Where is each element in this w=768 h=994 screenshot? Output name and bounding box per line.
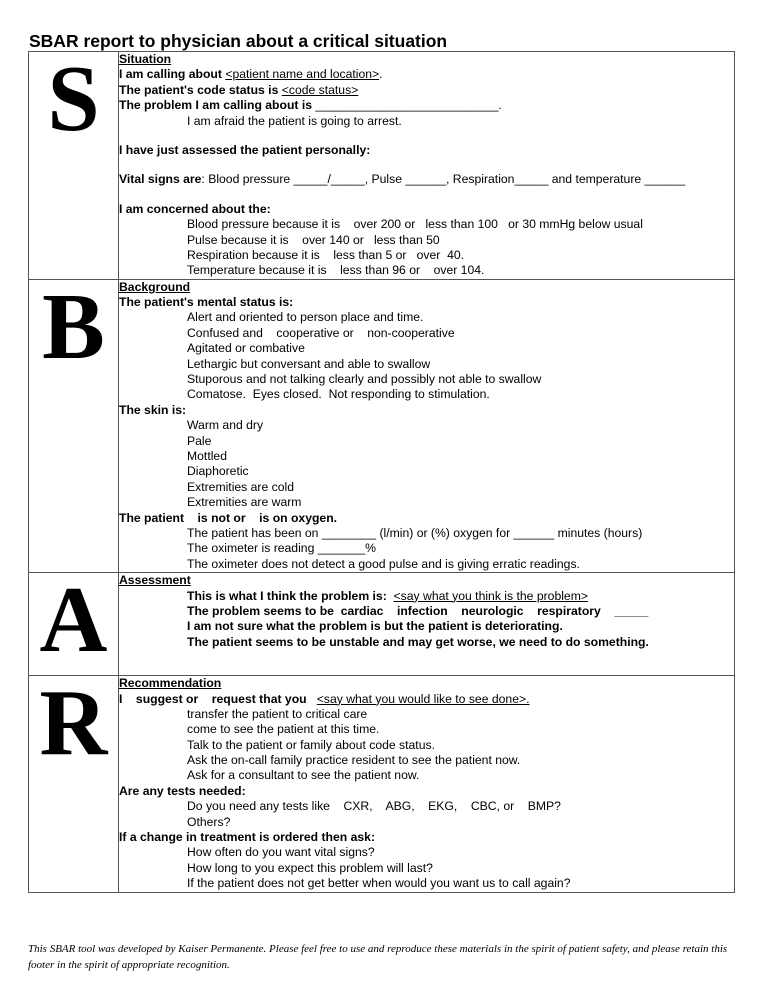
oxygen-item: The patient has been on ________ (l/min) or (%) oxygen for ______ minutes (hours) bbox=[187, 525, 643, 540]
suggestion-item: Talk to the patient or family about code status. bbox=[187, 737, 435, 752]
vitals-line bbox=[119, 172, 734, 187]
patient-name-placeholder: <patient name and location> bbox=[225, 67, 380, 82]
page-title: SBAR report to physician about a critical situation bbox=[29, 31, 448, 51]
problem-label: The problem I am calling about is bbox=[119, 98, 316, 113]
situation-row bbox=[29, 52, 735, 280]
assessment-content bbox=[119, 573, 735, 676]
skin-item: Warm and dry bbox=[187, 418, 264, 433]
skin-item: Extremities are warm bbox=[187, 495, 302, 510]
suggest-label: I suggest or request that you bbox=[119, 691, 317, 706]
tests-item: Others? bbox=[187, 814, 231, 829]
oxygen-item: The oximeter does not detect a good pulse and is giving erratic readings. bbox=[187, 556, 580, 571]
assessment-line: The patient seems to be unstable and may get worse, we need to do something. bbox=[187, 634, 649, 649]
mental-status-item: Agitated or combative bbox=[187, 341, 305, 356]
oxygen-label: The patient is not or is on oxygen. bbox=[119, 510, 338, 525]
concern-item: Blood pressure because it is over 200 or less than 100 or 30 mmHg below usual bbox=[187, 217, 643, 232]
situation-letter: S bbox=[29, 52, 119, 280]
concern-item: Pulse because it is over 140 or less than 50 bbox=[187, 232, 440, 247]
vitals-text: : Blood pressure _____/_____, Pulse ______, Respiration_____ and temperature ______ bbox=[201, 172, 686, 187]
concern-item: Temperature because it is less than 96 or over 104. bbox=[187, 263, 485, 278]
mental-status-item: Lethargic but conversant and able to swallow bbox=[187, 356, 431, 371]
vitals-label: Vital signs are bbox=[119, 172, 202, 187]
background-letter: B bbox=[29, 279, 119, 572]
change-item: How often do you want vital signs? bbox=[187, 845, 375, 860]
recommendation-letter: R bbox=[29, 676, 119, 892]
skin-item: Diaphoretic bbox=[187, 464, 249, 479]
background-row bbox=[29, 279, 735, 572]
code-status-placeholder: <code status> bbox=[281, 82, 359, 97]
oxygen-item: The oximeter is reading _______% bbox=[187, 541, 377, 556]
assessed-line: I have just assessed the patient personally: bbox=[119, 142, 371, 157]
mental-status-item: Confused and cooperative or non-cooperative bbox=[187, 325, 455, 340]
change-item: How long to you expect this problem will last? bbox=[187, 860, 433, 875]
skin-item: Extremities are cold bbox=[187, 479, 295, 494]
suggest-placeholder: <say what you would like to see done>. bbox=[316, 691, 530, 706]
mental-status-item: Alert and oriented to person place and time. bbox=[187, 310, 424, 325]
mental-status-item: Stuporous and not talking clearly and possibly not able to swallow bbox=[187, 372, 542, 387]
assessment-letter: A bbox=[29, 573, 119, 676]
footer-note: This SBAR tool was developed by Kaiser Permanente. Please feel free to use and reproduce these materials in the spirit of patient safety, and please retain this footer in the spirit of appropriate recognition. bbox=[28, 943, 728, 971]
assessment-line: The problem seems to be cardiac infection neurologic respiratory _____ bbox=[187, 603, 649, 618]
suggestion-item: Ask for a consultant to see the patient now. bbox=[187, 768, 420, 783]
skin-item: Pale bbox=[187, 433, 212, 448]
sbar-table bbox=[28, 47, 735, 893]
recommendation-row bbox=[29, 676, 735, 892]
change-item: If the patient does not get better when would you want us to call again? bbox=[187, 876, 571, 891]
concerned-label: I am concerned about the: bbox=[119, 201, 271, 216]
mental-status-item: Comatose. Eyes closed. Not responding to stimulation. bbox=[187, 387, 490, 402]
assessment-problem-label: This is what I think the problem is: bbox=[187, 588, 394, 603]
assessment-row bbox=[29, 573, 735, 676]
change-label: If a change in treatment is ordered then ask: bbox=[119, 830, 376, 845]
suggestion-item: come to see the patient at this time. bbox=[187, 722, 380, 737]
code-status-label: The patient's code status is bbox=[119, 82, 282, 97]
situation-content bbox=[119, 52, 735, 280]
arrest-line: I am afraid the patient is going to arrest. bbox=[187, 113, 402, 128]
skin-item: Mottled bbox=[187, 448, 227, 463]
situation-heading: Situation bbox=[119, 52, 172, 66]
assessment-line: I am not sure what the problem is but the patient is deteriorating. bbox=[187, 619, 563, 634]
calling-about-label: I am calling about bbox=[119, 67, 226, 82]
suggestion-item: transfer the patient to critical care bbox=[187, 706, 368, 721]
suggest-line bbox=[119, 692, 734, 707]
recommendation-content bbox=[119, 676, 735, 892]
code-status-line bbox=[119, 83, 734, 98]
problem-blank: ___________________________. bbox=[315, 98, 502, 113]
assessment-heading: Assessment bbox=[119, 573, 191, 588]
problem-line bbox=[119, 98, 734, 113]
tests-label: Are any tests needed: bbox=[119, 783, 246, 798]
assessment-problem-line bbox=[119, 589, 734, 604]
background-heading: Background bbox=[119, 279, 191, 294]
recommendation-heading: Recommendation bbox=[119, 676, 222, 691]
calling-about-line bbox=[119, 67, 734, 82]
tests-item: Do you need any tests like CXR, ABG, EKG, CBC, or BMP? bbox=[187, 799, 561, 814]
skin-label: The skin is: bbox=[119, 402, 187, 417]
calling-about-period: . bbox=[379, 67, 383, 82]
mental-status-label: The patient's mental status is: bbox=[119, 295, 294, 310]
suggestion-item: Ask the on-call family practice resident to see the patient now. bbox=[187, 753, 521, 768]
assessment-problem-placeholder: <say what you think is the problem> bbox=[393, 588, 588, 603]
concern-item: Respiration because it is less than 5 or over 40. bbox=[187, 247, 465, 262]
background-content bbox=[119, 279, 735, 572]
